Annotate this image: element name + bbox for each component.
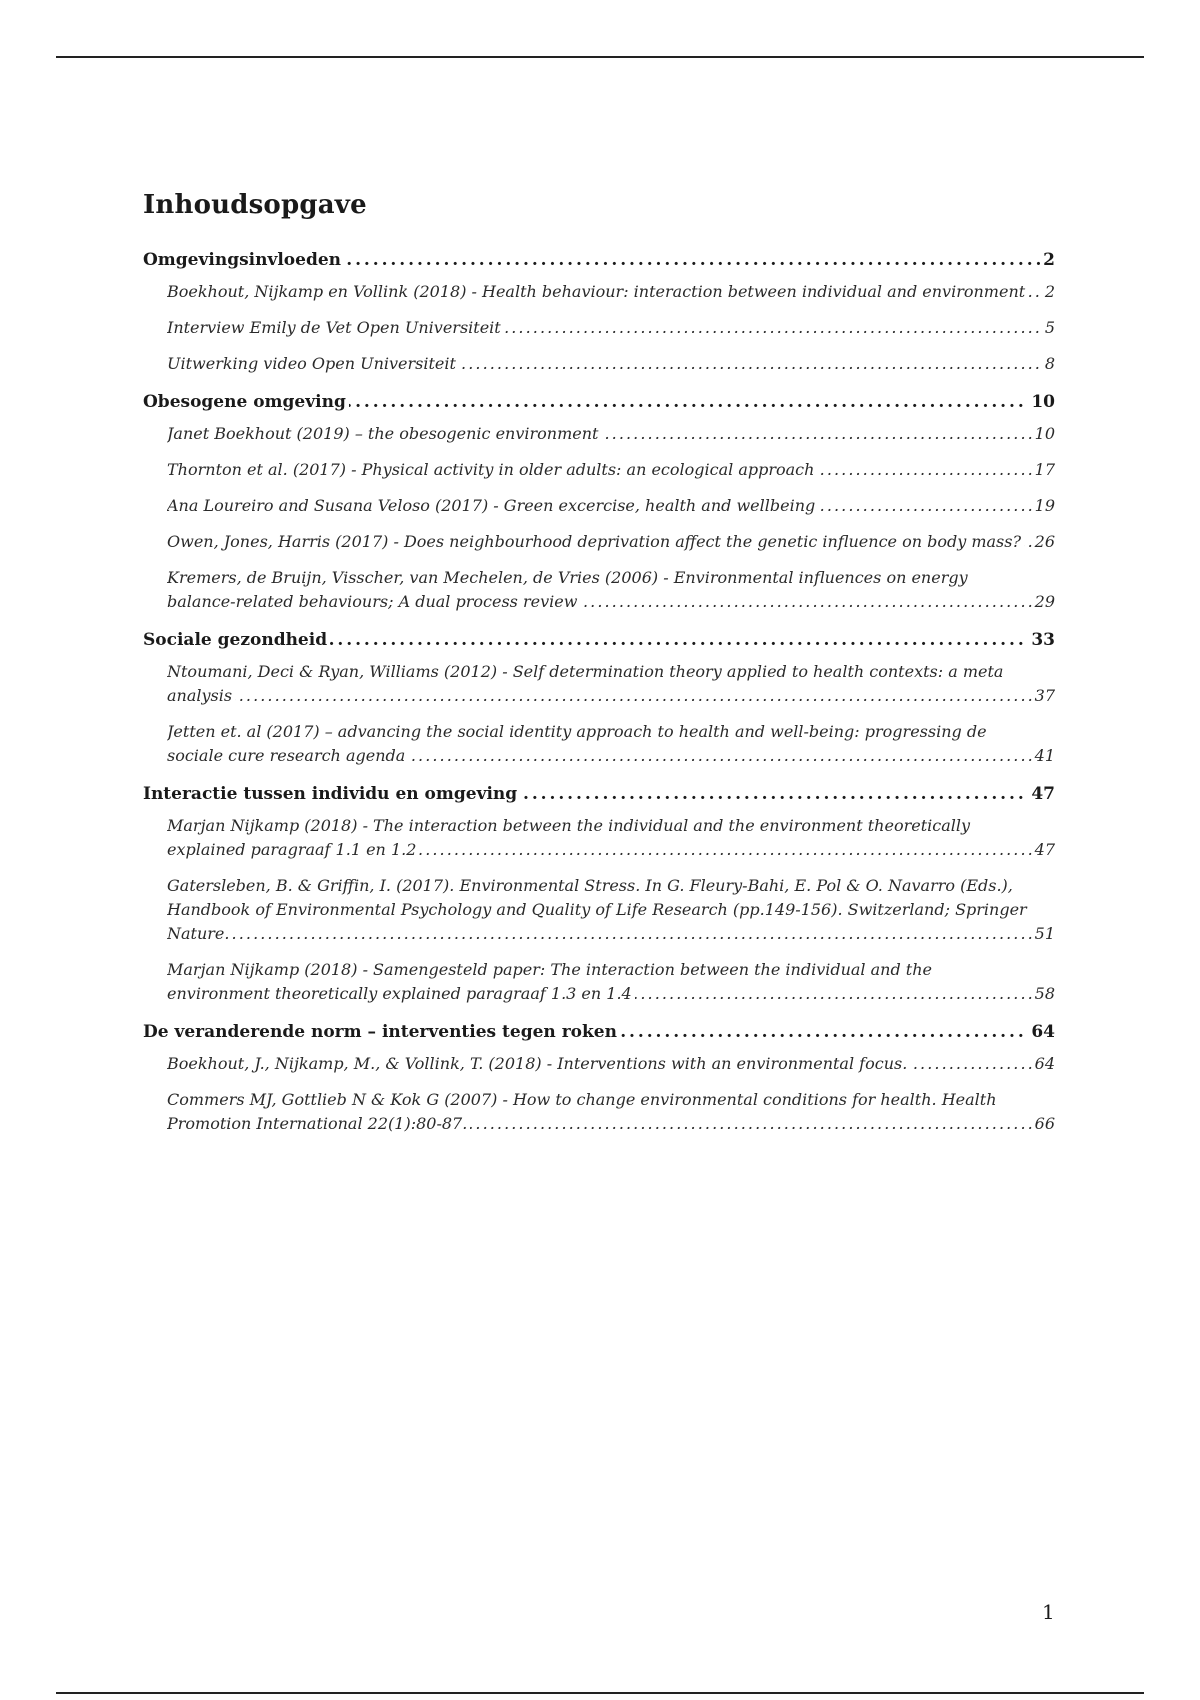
- toc-entry-text: Gatersleben, B. & Griffin, I. (2017). Environmental Stress. In G. Fleury-Bahi, E. Pol & O. Navarro (Eds.), Handbook of Environmental Psychology and Quality of Life Research (pp.149-156). Switzerland; Springer Nature.: [167, 876, 1027, 943]
- toc-entry-page: 64: [1032, 1052, 1055, 1076]
- toc-sections: [143, 248, 1055, 1136]
- toc-entry-text: Interview Emily de Vet Open Universiteit: [167, 318, 504, 337]
- toc-entry-text: Marjan Nijkamp (2018) - The interaction between the individual and the environment theoretically explained paragraaf 1.1 en 1.2: [167, 816, 971, 859]
- toc-entry[interactable]: [167, 422, 1055, 446]
- toc-entry-text: Ana Loureiro and Susana Veloso (2017) - Green excercise, health and wellbeing: [167, 496, 818, 515]
- toc-heading-page: 10: [1028, 390, 1055, 414]
- toc-heading[interactable]: [143, 628, 1055, 652]
- page-number: 1: [1042, 1600, 1055, 1624]
- toc-heading-page: 2: [1040, 248, 1055, 272]
- toc-heading[interactable]: [143, 782, 1055, 806]
- toc-entry-text: Boekhout, J., Nijkamp, M., & Vollink, T. (2018) - Interventions with an environmental focus.: [167, 1054, 910, 1073]
- toc-entry-page: 47: [1032, 838, 1055, 862]
- toc-entry-page: 2: [1042, 280, 1055, 304]
- toc-entry[interactable]: [167, 1088, 1055, 1136]
- toc-entry-page: 29: [1032, 590, 1055, 614]
- toc-entry-page: 51: [1032, 922, 1055, 946]
- header-rule: [56, 56, 1144, 58]
- toc-entry-page: 58: [1032, 982, 1055, 1006]
- toc-entry[interactable]: [167, 814, 1055, 862]
- toc-heading-text: Omgevingsinvloeden: [143, 250, 344, 270]
- toc-entry[interactable]: [167, 1052, 1055, 1076]
- toc-heading[interactable]: [143, 390, 1055, 414]
- toc-title: Inhoudsopgave: [143, 190, 367, 220]
- table-of-contents: [143, 190, 1055, 1150]
- toc-section: [143, 628, 1055, 768]
- toc-section: [143, 782, 1055, 1006]
- toc-entry-text: Janet Boekhout (2019) – the obesogenic environment: [167, 424, 601, 443]
- toc-heading-page: 47: [1028, 782, 1055, 806]
- toc-entry-page: 19: [1032, 494, 1055, 518]
- toc-entry[interactable]: [167, 280, 1055, 304]
- toc-section: [143, 390, 1055, 614]
- toc-entry-page: 37: [1032, 684, 1055, 708]
- toc-entry[interactable]: [167, 958, 1055, 1006]
- toc-heading-page: 64: [1028, 1020, 1055, 1044]
- toc-heading[interactable]: [143, 1020, 1055, 1044]
- toc-heading[interactable]: [143, 248, 1055, 272]
- toc-entry-text: Commers MJ, Gottlieb N & Kok G (2007) - How to change environmental conditions for health. Health Promotion International 22(1):80-87.: [167, 1090, 997, 1133]
- footer-rule: [56, 1692, 1144, 1694]
- toc-entry-text: Boekhout, Nijkamp en Vollink (2018) - Health behaviour: interaction between individual and environment: [167, 282, 1028, 301]
- toc-entry-text: Owen, Jones, Harris (2017) - Does neighbourhood deprivation affect the genetic influence on body mass?: [167, 532, 1024, 551]
- toc-entry[interactable]: [167, 720, 1055, 768]
- toc-entry[interactable]: [167, 874, 1055, 946]
- toc-entry-page: 26: [1032, 530, 1055, 554]
- toc-entry-page: 10: [1032, 422, 1055, 446]
- toc-heading-text: Interactie tussen individu en omgeving: [143, 784, 520, 804]
- toc-entry[interactable]: [167, 566, 1055, 614]
- toc-heading-page: 33: [1028, 628, 1055, 652]
- toc-entry-text: Jetten et. al (2017) – advancing the social identity approach to health and well-being: progressing de sociale cure research agenda: [167, 722, 987, 765]
- toc-entry-text: Kremers, de Bruijn, Visscher, van Mechelen, de Vries (2006) - Environmental influences on energy balance-related behaviours; A dual process review: [167, 568, 968, 611]
- toc-entry-page: 66: [1032, 1112, 1055, 1136]
- toc-section: [143, 248, 1055, 376]
- toc-entry-text: Uitwerking video Open Universiteit: [167, 354, 459, 373]
- toc-heading-text: De veranderende norm – interventies tegen roken: [143, 1022, 620, 1042]
- toc-entry[interactable]: [167, 660, 1055, 708]
- toc-entry-page: 8: [1042, 352, 1055, 376]
- toc-entry-page: 41: [1032, 744, 1055, 768]
- toc-section: [143, 1020, 1055, 1136]
- toc-entry-page: 17: [1032, 458, 1055, 482]
- toc-entry[interactable]: [167, 352, 1055, 376]
- toc-entry-text: Marjan Nijkamp (2018) - Samengesteld paper: The interaction between the individual and the environment theoretically explained paragraaf 1.3 en 1.4: [167, 960, 933, 1003]
- toc-heading-text: Obesogene omgeving: [143, 392, 349, 412]
- toc-entry-text: Ntoumani, Deci & Ryan, Williams (2012) - Self determination theory applied to health contexts: a meta analysis: [167, 662, 1004, 705]
- toc-entry[interactable]: [167, 316, 1055, 340]
- toc-heading-text: Sociale gezondheid: [143, 630, 330, 650]
- toc-entry[interactable]: [167, 530, 1055, 554]
- toc-entry-text: Thornton et al. (2017) - Physical activity in older adults: an ecological approach: [167, 460, 817, 479]
- toc-entry[interactable]: [167, 494, 1055, 518]
- toc-entry[interactable]: [167, 458, 1055, 482]
- toc-entry-page: 5: [1042, 316, 1055, 340]
